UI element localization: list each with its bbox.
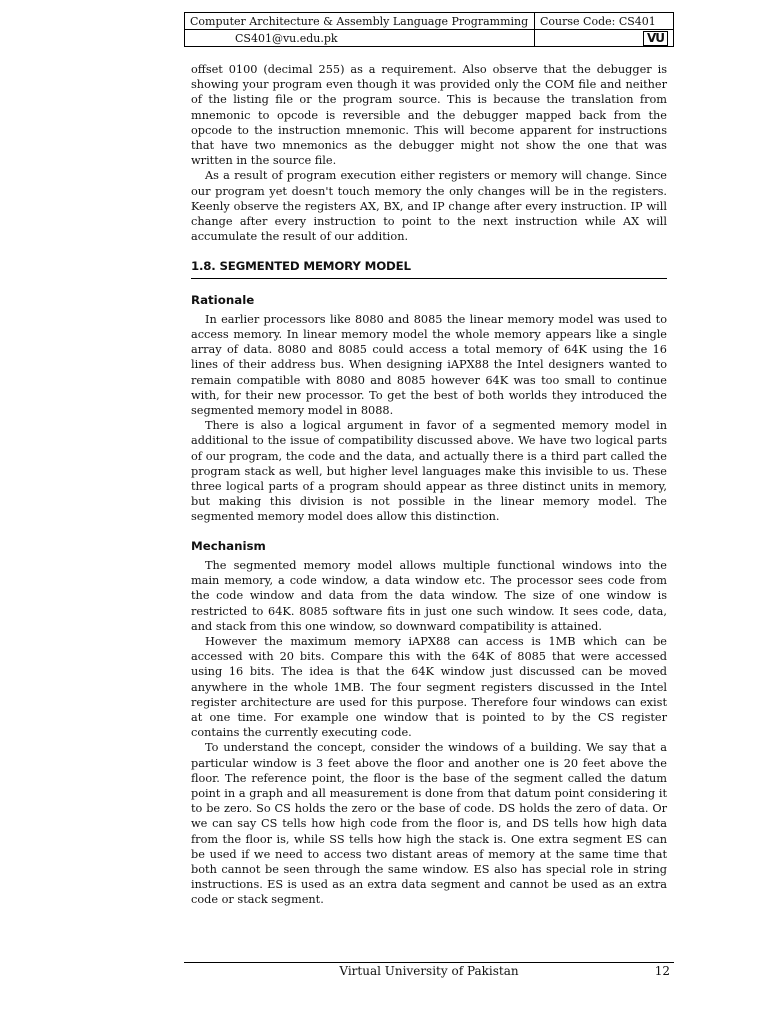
- course-title: Computer Architecture & Assembly Language Programming: [185, 13, 535, 30]
- page-number: 12: [654, 964, 670, 978]
- rationale-paragraph-2: There is also a logical argument in favor of a segmented memory model in additional to the issue of compatibility discussed above. We have two logical parts of our program, the code and the data, and actually there is a third part called the program stack as well, but higher level languages make this invisible to us. These three logical parts of a program should appear as three distinct units in memory, but making this division is not possible in the linear memory model. The segmented memory model does allow this distinction.: [191, 419, 667, 524]
- paragraph-top-1: offset 0100 (decimal 255) as a requirement. Also observe that the debugger is showing your program even though it was provided only the COM file and neither of the listing file or the program source. This is because the translation from mnemonic to opcode is reversible and the debugger mapped back from the opcode to the instruction mnemonic. This will become apparent for instructions that have two mnemonics as the debugger might not show the one that was written in the source file.: [191, 63, 667, 168]
- course-code: Course Code: CS401: [535, 13, 674, 30]
- vu-logo: VU: [643, 31, 668, 46]
- page-header: [184, 12, 674, 47]
- mechanism-paragraph-1: The segmented memory model allows multiple functional windows into the main memory, a code window, a data window etc. The processor sees code from the code window and data from the data window. The size of one window is restricted to 64K. 8085 software fits in just one such window. It sees code, data, and stack from this one window, so downward compatibility is attained.: [191, 558, 667, 633]
- rationale-heading: Rationale: [191, 292, 255, 307]
- logo-cell: [535, 30, 674, 47]
- rationale-paragraph-1: In earlier processors like 8080 and 8085 the linear memory model was used to access memory. In linear memory model the whole memory appears like a single array of data. 8080 and 8085 could access a total memory of 64K using the 16 lines of their address bus. When designing iAPX88 the Intel designers wanted to remain compatible with 8080 and 8085 however 64K was too small to continue with, for their new processor. To get the best of both worlds they introduced the segmented memory model in 8088.: [191, 312, 667, 418]
- paragraph-top-2: As a result of program execution either registers or memory will change. Since our program yet doesn't touch memory the only changes will be in the registers. Keenly observe the registers AX, BX, and IP change after every instruction. IP will change after every instruction to point to the next instruction while AX will accumulate the result of our addition.: [191, 169, 667, 244]
- document-body: [191, 62, 667, 908]
- footer-rule: [184, 962, 674, 963]
- footer-university: Virtual University of Pakistan: [339, 964, 519, 978]
- mechanism-heading: Mechanism: [191, 538, 266, 553]
- mechanism-paragraph-3: To understand the concept, consider the windows of a building. We say that a particular window is 3 feet above the floor and another one is 20 feet above the floor. The reference point, the floor is the base of the segment called the datum point in a graph and all measurement is done from that datum point considering it to be zero. So CS holds the zero or the base of code. DS holds the zero of data. Or we can say CS tells how high code from the floor is, and DS tells how high data from the floor is, while SS tells how high the stack is. One extra segment ES can be used if we need to access two distant areas of memory at the same time that both cannot be seen through the same window. ES also has special role in string instructions. ES is used as an extra data segment and cannot be used as an extra code or stack segment.: [191, 741, 667, 907]
- course-email: CS401@vu.edu.pk: [185, 30, 535, 47]
- mechanism-paragraph-2: However the maximum memory iAPX88 can access is 1MB which can be accessed with 20 bits. Compare this with the 64K of 8085 that were accessed using 16 bits. The idea is that the 64K window just discussed can be moved anywhere in the whole 1MB. The four segment registers discussed in the Intel register architecture are used for this purpose. Therefore four windows can exist at one time. For example one window that is pointed to by the CS register contains the currently executing code.: [191, 634, 667, 740]
- section-heading: 1.8. SEGMENTED MEMORY MODEL: [191, 259, 667, 278]
